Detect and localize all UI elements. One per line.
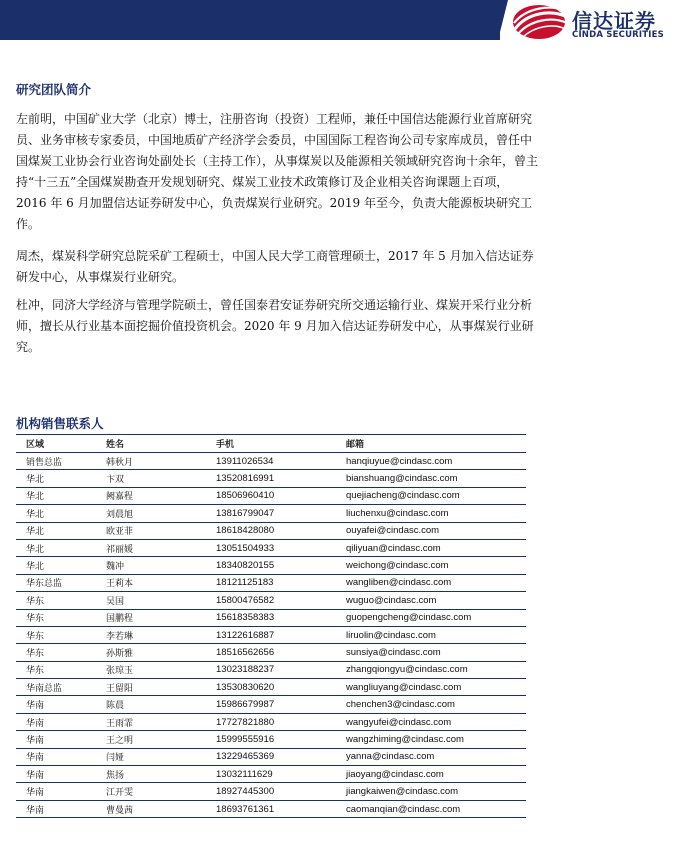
phone-cell: 15999555916 (206, 731, 336, 748)
header-band (0, 0, 500, 40)
email-cell[interactable]: wangliben@cindasc.com (336, 574, 526, 591)
name-cell: 焦扬 (96, 766, 206, 783)
email-cell[interactable]: weichong@cindasc.com (336, 557, 526, 574)
table-header-row (16, 435, 526, 453)
column-header-region: 区域 (16, 435, 96, 453)
column-header-phone: 手机 (206, 435, 336, 453)
sales-section-title: 机构销售联系人 (16, 416, 104, 431)
phone-cell: 13520816991 (206, 470, 336, 487)
phone-cell: 15618358383 (206, 609, 336, 626)
table-row (16, 800, 526, 817)
phone-cell: 13229465369 (206, 748, 336, 765)
name-cell: 王雨霏 (96, 713, 206, 730)
column-header-name: 姓名 (96, 435, 206, 453)
region-cell: 华北 (16, 557, 96, 574)
table-row (16, 748, 526, 765)
phone-cell: 15986679987 (206, 696, 336, 713)
region-cell: 华东 (16, 609, 96, 626)
table-row (16, 766, 526, 783)
email-cell[interactable]: qiliyuan@cindasc.com (336, 539, 526, 556)
name-cell: 吴国 (96, 592, 206, 609)
phone-cell: 18693761361 (206, 800, 336, 817)
header-band-slant (498, 0, 508, 40)
phone-cell: 13122616887 (206, 626, 336, 643)
region-cell: 华东 (16, 592, 96, 609)
table-row (16, 522, 526, 539)
email-cell[interactable]: chenchen3@cindasc.com (336, 696, 526, 713)
table-row (16, 713, 526, 730)
sales-contacts-table (16, 434, 526, 818)
phone-cell: 18516562656 (206, 644, 336, 661)
region-cell: 华东 (16, 661, 96, 678)
phone-cell: 15800476582 (206, 592, 336, 609)
table-row (16, 644, 526, 661)
phone-cell: 18121125183 (206, 574, 336, 591)
name-cell: 祁丽媛 (96, 539, 206, 556)
logo-english-name: CINDA SECURITIES (572, 30, 664, 40)
cinda-logo-mark-icon (512, 3, 568, 41)
bio-zuo-qianming: 左前明，中国矿业大学（北京）博士，注册咨询（投资）工程师，兼任中国信达能源行业首席研究员、业务审核专家委员，中国地质矿产经济学会委员，中国国际工程咨询公司专家库成员，曾任中国煤炭工业协会行业咨询处副处长（主持工作），从事煤炭以及能源相关领域研究咨询十余年，曾主持“十三五”全国煤炭勘查开发规划研究、煤炭工业技术政策修订及企业相关咨询课题上百项， 2016 年 6 月加盟信达证券研发中心，负责煤炭行业研究。2019 年至今，负责大能源板块研究工作。 (16, 112, 539, 231)
name-cell: 江开雯 (96, 783, 206, 800)
email-cell[interactable]: liuchenxu@cindasc.com (336, 505, 526, 522)
name-cell: 王留阳 (96, 679, 206, 696)
region-cell: 华东总监 (16, 574, 96, 591)
name-cell: 王莉本 (96, 574, 206, 591)
region-cell: 华东 (16, 644, 96, 661)
phone-cell: 13023188237 (206, 661, 336, 678)
name-cell: 魏冲 (96, 557, 206, 574)
column-header-email: 邮箱 (336, 435, 526, 453)
region-cell: 华南 (16, 696, 96, 713)
name-cell: 陈晨 (96, 696, 206, 713)
table-row (16, 453, 526, 470)
team-section-title: 研究团队简介 (16, 82, 92, 97)
email-cell[interactable]: jiaoyang@cindasc.com (336, 766, 526, 783)
table-row (16, 679, 526, 696)
table-row (16, 626, 526, 643)
email-cell[interactable]: caomanqian@cindasc.com (336, 800, 526, 817)
email-cell[interactable]: wangyufei@cindasc.com (336, 713, 526, 730)
region-cell: 华北 (16, 522, 96, 539)
email-cell[interactable]: quejiacheng@cindasc.com (336, 487, 526, 504)
email-cell[interactable]: wangzhiming@cindasc.com (336, 731, 526, 748)
email-cell[interactable]: liruolin@cindasc.com (336, 626, 526, 643)
table-row (16, 574, 526, 591)
table-body (16, 453, 526, 818)
email-cell[interactable]: hanqiuyue@cindasc.com (336, 453, 526, 470)
region-cell: 华南 (16, 713, 96, 730)
email-cell[interactable]: guopengcheng@cindasc.com (336, 609, 526, 626)
region-cell: 华北 (16, 505, 96, 522)
name-cell: 李若琳 (96, 626, 206, 643)
email-cell[interactable]: zhangqiongyu@cindasc.com (336, 661, 526, 678)
region-cell: 华南 (16, 766, 96, 783)
table-row (16, 609, 526, 626)
name-cell: 曹曼茜 (96, 800, 206, 817)
email-cell[interactable]: wangliuyang@cindasc.com (336, 679, 526, 696)
table-row (16, 696, 526, 713)
phone-cell: 18340820155 (206, 557, 336, 574)
cinda-logo (512, 3, 697, 43)
name-cell: 阙嘉程 (96, 487, 206, 504)
phone-cell: 17727821880 (206, 713, 336, 730)
name-cell: 闫娅 (96, 748, 206, 765)
table-row (16, 487, 526, 504)
bio-zhou-jie: 周杰，煤炭科学研究总院采矿工程硕士，中国人民大学工商管理硕士，2017 年 5 月加入信达证券研发中心，从事煤炭行业研究。 (16, 249, 534, 284)
region-cell: 华东 (16, 626, 96, 643)
table-row (16, 783, 526, 800)
logo-chinese-name: 信达证券 (572, 9, 656, 33)
phone-cell: 18927445300 (206, 783, 336, 800)
phone-cell: 13911026534 (206, 453, 336, 470)
region-cell: 华南 (16, 748, 96, 765)
table-row (16, 557, 526, 574)
table-row (16, 470, 526, 487)
region-cell: 华北 (16, 539, 96, 556)
bio-du-chong: 杜冲，同济大学经济与管理学院硕士，曾任国泰君安证券研究所交通运输行业、煤炭开采行业分析师，擅长从行业基本面挖掘价值投资机会。2020 年 9 月加入信达证券研发中心，从事煤炭行业研究。 (16, 298, 534, 354)
name-cell: 卞双 (96, 470, 206, 487)
name-cell: 孙斯雅 (96, 644, 206, 661)
email-cell[interactable]: yanna@cindasc.com (336, 748, 526, 765)
name-cell: 韩秋月 (96, 453, 206, 470)
region-cell: 华北 (16, 470, 96, 487)
region-cell: 华南 (16, 800, 96, 817)
name-cell: 张琼玉 (96, 661, 206, 678)
phone-cell: 13816799047 (206, 505, 336, 522)
phone-cell: 18618428080 (206, 522, 336, 539)
email-cell[interactable]: sunsiya@cindasc.com (336, 644, 526, 661)
region-cell: 华南总监 (16, 679, 96, 696)
table-row (16, 731, 526, 748)
name-cell: 欧亚菲 (96, 522, 206, 539)
table-row (16, 592, 526, 609)
region-cell: 华北 (16, 487, 96, 504)
phone-cell: 18506960410 (206, 487, 336, 504)
name-cell: 国鹏程 (96, 609, 206, 626)
phone-cell: 13032111629 (206, 766, 336, 783)
name-cell: 刘晨旭 (96, 505, 206, 522)
table-row (16, 539, 526, 556)
phone-cell: 13051504933 (206, 539, 336, 556)
table-row (16, 661, 526, 678)
name-cell: 王之明 (96, 731, 206, 748)
email-cell[interactable]: bianshuang@cindasc.com (336, 470, 526, 487)
phone-cell: 13530830620 (206, 679, 336, 696)
region-cell: 华南 (16, 731, 96, 748)
email-cell[interactable]: wuguo@cindasc.com (336, 592, 526, 609)
email-cell[interactable]: jiangkaiwen@cindasc.com (336, 783, 526, 800)
table-row (16, 505, 526, 522)
region-cell: 销售总监 (16, 453, 96, 470)
region-cell: 华南 (16, 783, 96, 800)
email-cell[interactable]: ouyafei@cindasc.com (336, 522, 526, 539)
